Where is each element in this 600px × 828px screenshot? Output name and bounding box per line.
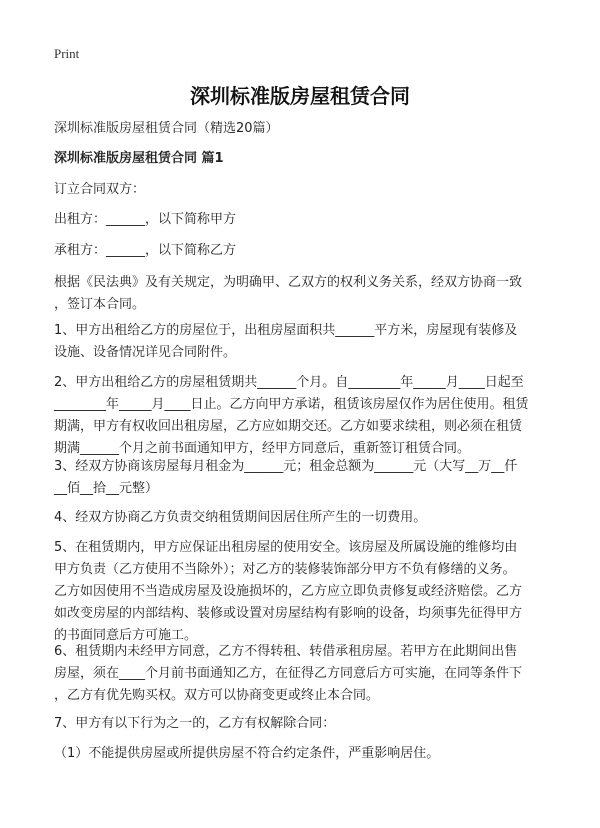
clause-1-line-2: 设施、设备情况详见合同附件。 [54, 345, 237, 360]
lessor-line: 出租方：______，以下简称甲方 [54, 212, 237, 227]
clause-2-line-4: 期满______个月之前书面通知甲方，经甲方同意后，重新签订租赁合同。 [54, 441, 471, 456]
clause-2-line-3: 期满，甲方有权收回出租房屋，乙方应如期交还。乙方如要求续租，则必须在租赁 [54, 419, 523, 434]
lessee-line: 承租方：______，以下简称乙方 [54, 243, 237, 258]
clause-5-line-5: 的书面同意后方可施工。 [54, 628, 198, 643]
clause-5-line-2: 甲方负责（乙方使用不当除外）；对乙方的装修装饰部分甲方不负有修缮的义务。 [54, 562, 516, 577]
clause-7-line-1: 7、甲方有以下行为之一的，乙方有权解除合同： [54, 716, 336, 731]
section-heading: 深圳标准版房屋租赁合同 篇1 [54, 151, 224, 166]
clause-6-line-2: 房屋，须在____个月前书面通知乙方，在征得乙方同意后方可实施，在同等条件下 [54, 666, 523, 681]
clause-5-line-3: 乙方如因使用不当造成房屋及设施损坏的，乙方应立即负责修复或经济赔偿。乙方 [54, 584, 523, 599]
preamble-line-1: 根据《民法典》及有关规定，为明确甲、乙双方的权利义务关系，经双方协商一致 [54, 275, 523, 290]
clause-4-line-1: 4、经双方协商乙方负责交纳租赁期间因居住所产生的一切费用。 [54, 510, 427, 525]
clause-2-line-1: 2、甲方出租给乙方的房屋租赁期共______个月。自________年_____月____日起至 [54, 375, 524, 390]
clause-6-line-1: 6、租赁期内未经甲方同意，乙方不得转租、转借承租房屋。若甲方在此期间出售 [54, 644, 518, 659]
document-title: 深圳标准版房屋租赁合同 [190, 84, 410, 108]
clause-5-line-1: 5、在租赁期内，甲方应保证出租房屋的使用安全。该房屋及所属设施的维修均由 [54, 540, 518, 555]
clause-3-line-2: __佰__拾__元整） [54, 481, 159, 496]
clause-6-line-3: ，乙方有优先购买权。双方可以协商变更或终止本合同。 [54, 688, 380, 703]
preamble-line-2: ，签订本合同。 [54, 297, 146, 312]
document-subtitle: 深圳标准版房屋租赁合同（精选20篇） [54, 121, 279, 136]
clause-7-item-1: （1）不能提供房屋或所提供房屋不符合约定条件，严重影响居住。 [54, 746, 440, 761]
parties-intro: 订立合同双方： [54, 182, 146, 197]
clause-5-line-4: 如改变房屋的内部结构、装修或设置对房屋结构有影响的设备，均须事先征得甲方 [54, 606, 523, 621]
print-link[interactable]: Print [54, 46, 80, 61]
clause-2-line-2: ________年_____月____日止。乙方向甲方承诺，租赁该房屋仅作为居住使用。租赁 [54, 397, 529, 412]
clause-3-line-1: 3、经双方协商该房屋每月租金为______元；租金总额为______元（大写__万__仟 [54, 459, 518, 474]
clause-1-line-1: 1、甲方出租给乙方的房屋位于，出租房屋面积共______平方米，房屋现有装修及 [54, 323, 518, 338]
